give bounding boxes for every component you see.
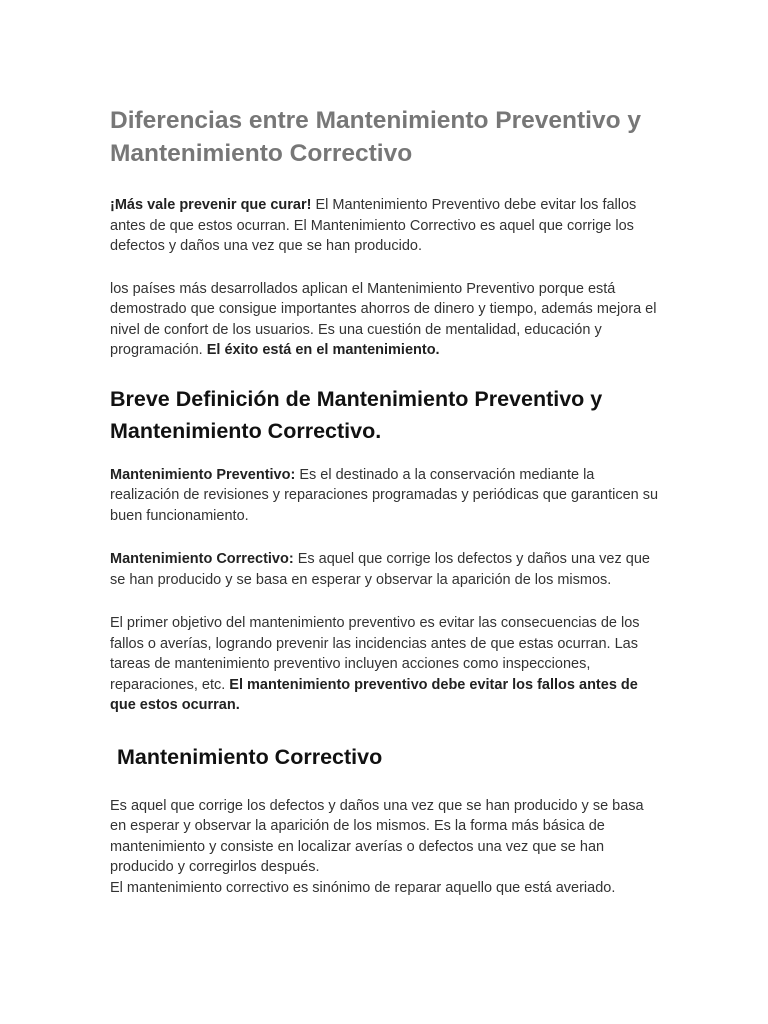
benefits-bold-phrase: El éxito está en el mantenimiento. [206,342,440,358]
correctivo-text: Es aquel que corrige los defectos y daños una vez que se han producido y se basa en esperar y observar la aparición de los mismos. Es la forma más básica de mantenimiento y consiste en localizar averías o defectos una vez que se han producido y corregirlos después. [110,797,644,875]
intro-bold-phrase: ¡Más vale prevenir que curar! [110,197,312,213]
definition-preventivo-text: Es el destinado a la conservación mediante la realización de revisiones y reparaciones programadas y periódicas que garanticen su buen funcionamiento. [110,466,659,524]
definition-correctivo-term: Mantenimiento Correctivo: [110,551,294,567]
benefits-paragraph [110,279,660,361]
intro-paragraph [110,195,660,257]
correctivo-synonym-text: El mantenimiento correctivo es sinónimo de reparar aquello que está averiado. [110,879,616,896]
definition-correctivo-text: Es aquel que corrige los defectos y daños una vez que se han producido y se basa en esperar y observar la aparición de los mismos. [110,551,650,588]
intro-text: El Mantenimiento Preventivo debe evitar los fallos antes de que estos ocurran. El Mantenimiento Correctivo es aquel que corrige los defectos y daños una vez que se han producido. [110,197,637,254]
benefits-text: los países más desarrollados aplican el Mantenimiento Preventivo porque está demostrado que consigue importantes ahorros de dinero y tiempo, además mejora el nivel de confort de los usuarios. Es una cuestión de mentalidad, educación y programación. [110,280,657,358]
correctivo-heading: Mantenimiento Correctivo [117,744,383,769]
definition-preventivo-term: Mantenimiento Preventivo: [110,466,296,483]
correctivo-paragraph [110,796,660,899]
definition-correctivo [110,549,660,590]
objective-bold-phrase: El mantenimiento preventivo debe evitar los fallos antes de que estos ocurran. [110,676,638,713]
document-page [110,104,660,898]
definitions-heading: Breve Definición de Mantenimiento Preventivo y Mantenimiento Correctivo. [110,386,603,443]
definition-preventivo [110,465,660,527]
objective-text: El primer objetivo del mantenimiento preventivo es evitar las consecuencias de los fallos o averías, logrando prevenir las incidencias antes de que estas ocurran. Las tareas de mantenimiento preventivo incluyen acciones como inspecciones, reparaciones, etc. [110,615,640,693]
objective-paragraph [110,613,660,716]
document-title: Diferencias entre Mantenimiento Preventivo y Mantenimiento Correctivo [110,107,641,167]
